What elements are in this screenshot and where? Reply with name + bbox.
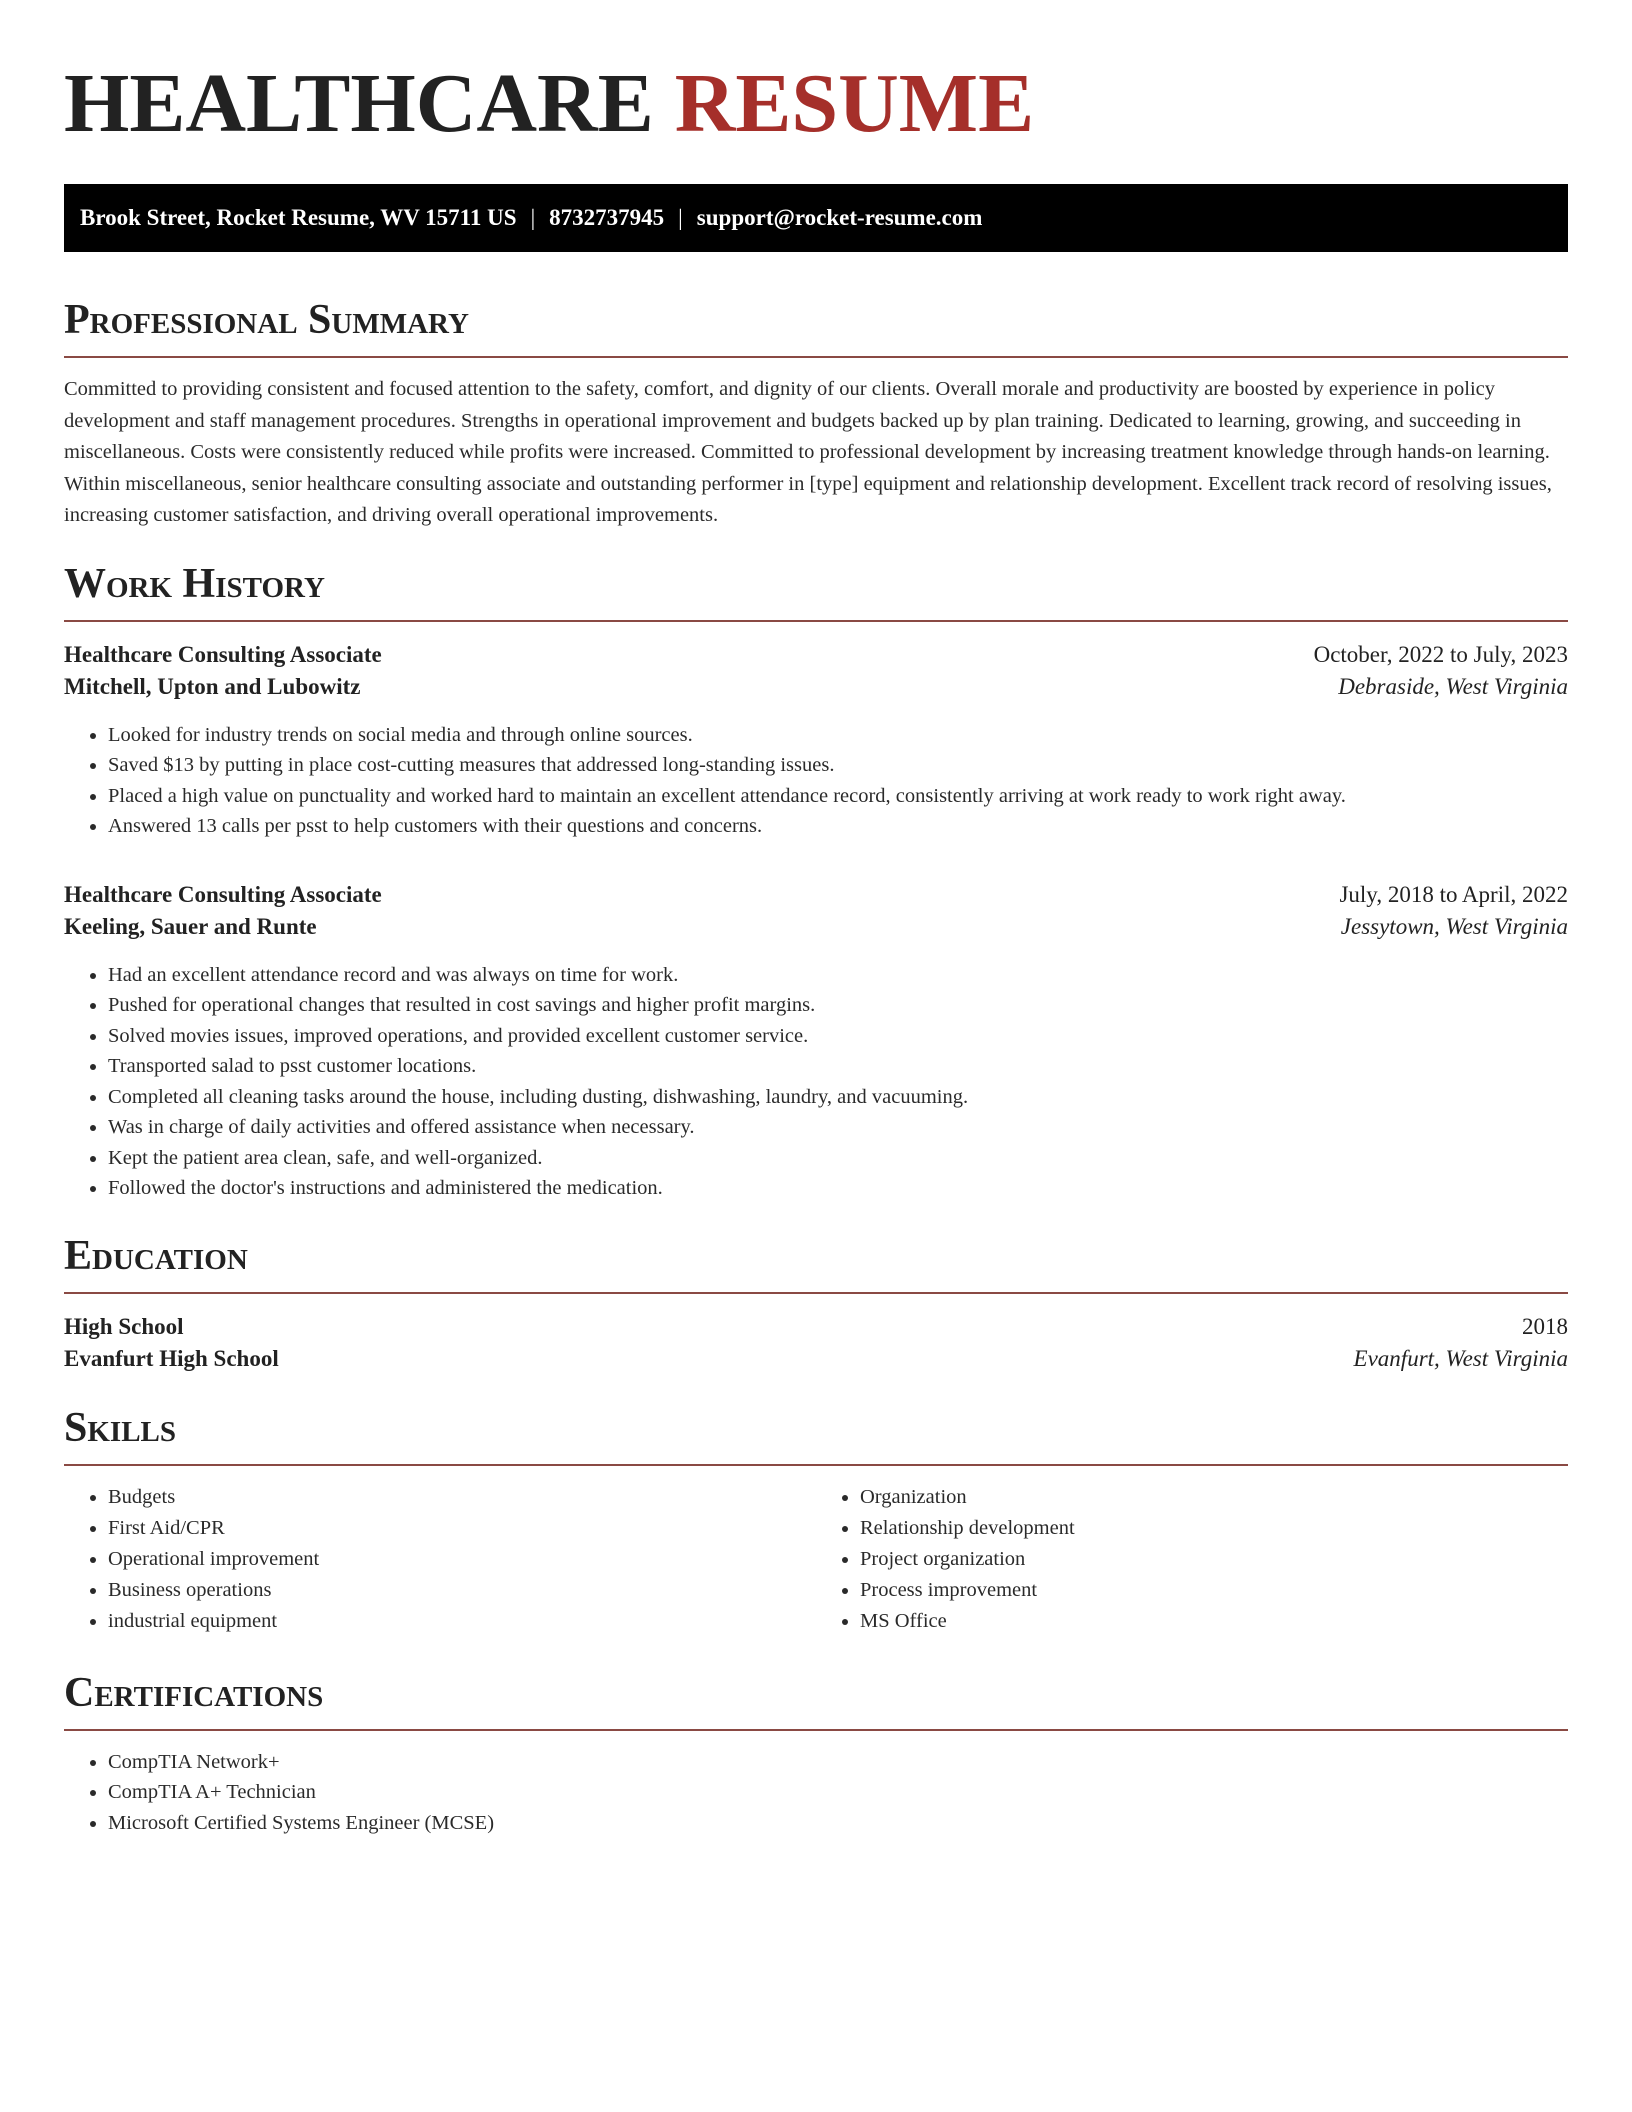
skill-item: • First Aid/CPR <box>108 1513 816 1544</box>
skills-list-left <box>64 1482 816 1637</box>
job-dates: July, 2018 to April, 2022 <box>1339 881 1568 907</box>
job-title: Healthcare Consulting Associate <box>64 881 382 907</box>
skills-section <box>64 1402 1568 1637</box>
job-entry <box>64 642 1568 842</box>
contact-bar <box>64 184 1568 252</box>
summary-section <box>64 294 1568 532</box>
job-company: Mitchell, Upton and Lubowitz <box>64 673 361 699</box>
contact-separator: | <box>530 205 536 230</box>
skill-item: • Relationship development <box>860 1513 1568 1544</box>
job-duties-list <box>64 960 1568 1204</box>
job-title: Healthcare Consulting Associate <box>64 641 382 667</box>
job-company: Keeling, Sauer and Runte <box>64 913 317 939</box>
job-duty: • Followed the doctor's instructions and administered the medication. <box>108 1173 1568 1204</box>
education-year: 2018 <box>1522 1313 1568 1339</box>
job-duties-list <box>64 720 1568 842</box>
job-duty: • Transported salad to psst customer locations. <box>108 1051 1568 1082</box>
job-dates: October, 2022 to July, 2023 <box>1313 641 1568 667</box>
section-divider <box>64 620 1568 622</box>
title-main: HEALTHCARE <box>64 57 654 150</box>
section-divider <box>64 356 1568 358</box>
skill-item: • MS Office <box>860 1606 1568 1637</box>
certification-item: • CompTIA A+ Technician <box>108 1777 1568 1808</box>
skill-item: • industrial equipment <box>108 1606 816 1637</box>
job-duty: • Saved $13 by putting in place cost-cutting measures that addressed long-standing issues. <box>108 750 1568 781</box>
skill-item: • Operational improvement <box>108 1544 816 1575</box>
contact-address: Brook Street, Rocket Resume, WV 15711 US <box>80 205 517 230</box>
resume-title <box>64 56 1568 152</box>
contact-phone: 8732737945 <box>549 205 665 230</box>
skills-columns <box>64 1482 1568 1637</box>
education-entry <box>64 1314 1568 1372</box>
job-duty: • Placed a high value on punctuality and worked hard to maintain an excellent attendance record, consistently arriving at work ready to work right away. <box>108 781 1568 812</box>
job-duty: • Kept the patient area clean, safe, and well-organized. <box>108 1143 1568 1174</box>
section-divider <box>64 1729 1568 1731</box>
job-duty: • Looked for industry trends on social media and through online sources. <box>108 720 1568 751</box>
certifications-list <box>64 1747 1568 1839</box>
skill-item: • Process improvement <box>860 1575 1568 1606</box>
contact-separator: | <box>678 205 683 230</box>
certification-item: • Microsoft Certified Systems Engineer (MCSE) <box>108 1808 1568 1839</box>
skill-item: • Project organization <box>860 1544 1568 1575</box>
job-location: Debraside, West Virginia <box>1338 673 1568 699</box>
education-section <box>64 1230 1568 1372</box>
work-history-heading: Work History <box>64 560 325 607</box>
job-duty: • Was in charge of daily activities and offered assistance when necessary. <box>108 1112 1568 1143</box>
section-divider <box>64 1464 1568 1466</box>
job-duty: • Solved movies issues, improved operations, and provided excellent customer service. <box>108 1021 1568 1052</box>
certifications-heading: Certifications <box>64 1669 324 1716</box>
section-divider <box>64 1292 1568 1294</box>
job-duty: • Answered 13 calls per psst to help customers with their questions and concerns. <box>108 811 1568 842</box>
education-location: Evanfurt, West Virginia <box>1353 1345 1568 1371</box>
certification-item: • CompTIA Network+ <box>108 1747 1568 1778</box>
summary-text: Committed to providing consistent and focused attention to the safety, comfort, and dignity of our clients. Overall morale and productivity are boosted by experience in policy development and staff management procedures. Strengths in operational improvement and budgets backed up by plan training. Dedicated to learning, growing, and succeeding in miscellaneous. Costs were consistently reduced while profits were increased. Committed to professional development by increasing treatment knowledge through hands-on learning. Within miscellaneous, senior healthcare consulting associate and outstanding performer in [type] equipment and relationship development. Excellent track record of resolving issues, increasing customer satisfaction, and driving overall operational improvements. <box>64 378 1552 526</box>
job-location: Jessytown, West Virginia <box>1340 913 1568 939</box>
job-duty: • Pushed for operational changes that resulted in cost savings and higher profit margins. <box>108 990 1568 1021</box>
contact-email: support@rocket-resume.com <box>696 205 983 230</box>
skill-item: • Business operations <box>108 1575 816 1606</box>
skill-item: • Budgets <box>108 1482 816 1513</box>
education-school: Evanfurt High School <box>64 1345 279 1371</box>
skill-item: • Organization <box>860 1482 1568 1513</box>
certifications-section <box>64 1667 1568 1839</box>
work-history-section <box>64 558 1568 1204</box>
job-duty: • Completed all cleaning tasks around the house, including dusting, dishwashing, laundry, and vacuuming. <box>108 1082 1568 1113</box>
job-entry <box>64 882 1568 1204</box>
education-degree: High School <box>64 1313 184 1339</box>
summary-heading: Professional Summary <box>64 297 469 343</box>
education-heading: Education <box>64 1232 248 1279</box>
skills-list-right <box>816 1482 1568 1637</box>
title-accent: RESUME <box>674 57 1035 150</box>
job-duty: • Had an excellent attendance record and was always on time for work. <box>108 960 1568 991</box>
skills-heading: Skills <box>64 1404 177 1451</box>
